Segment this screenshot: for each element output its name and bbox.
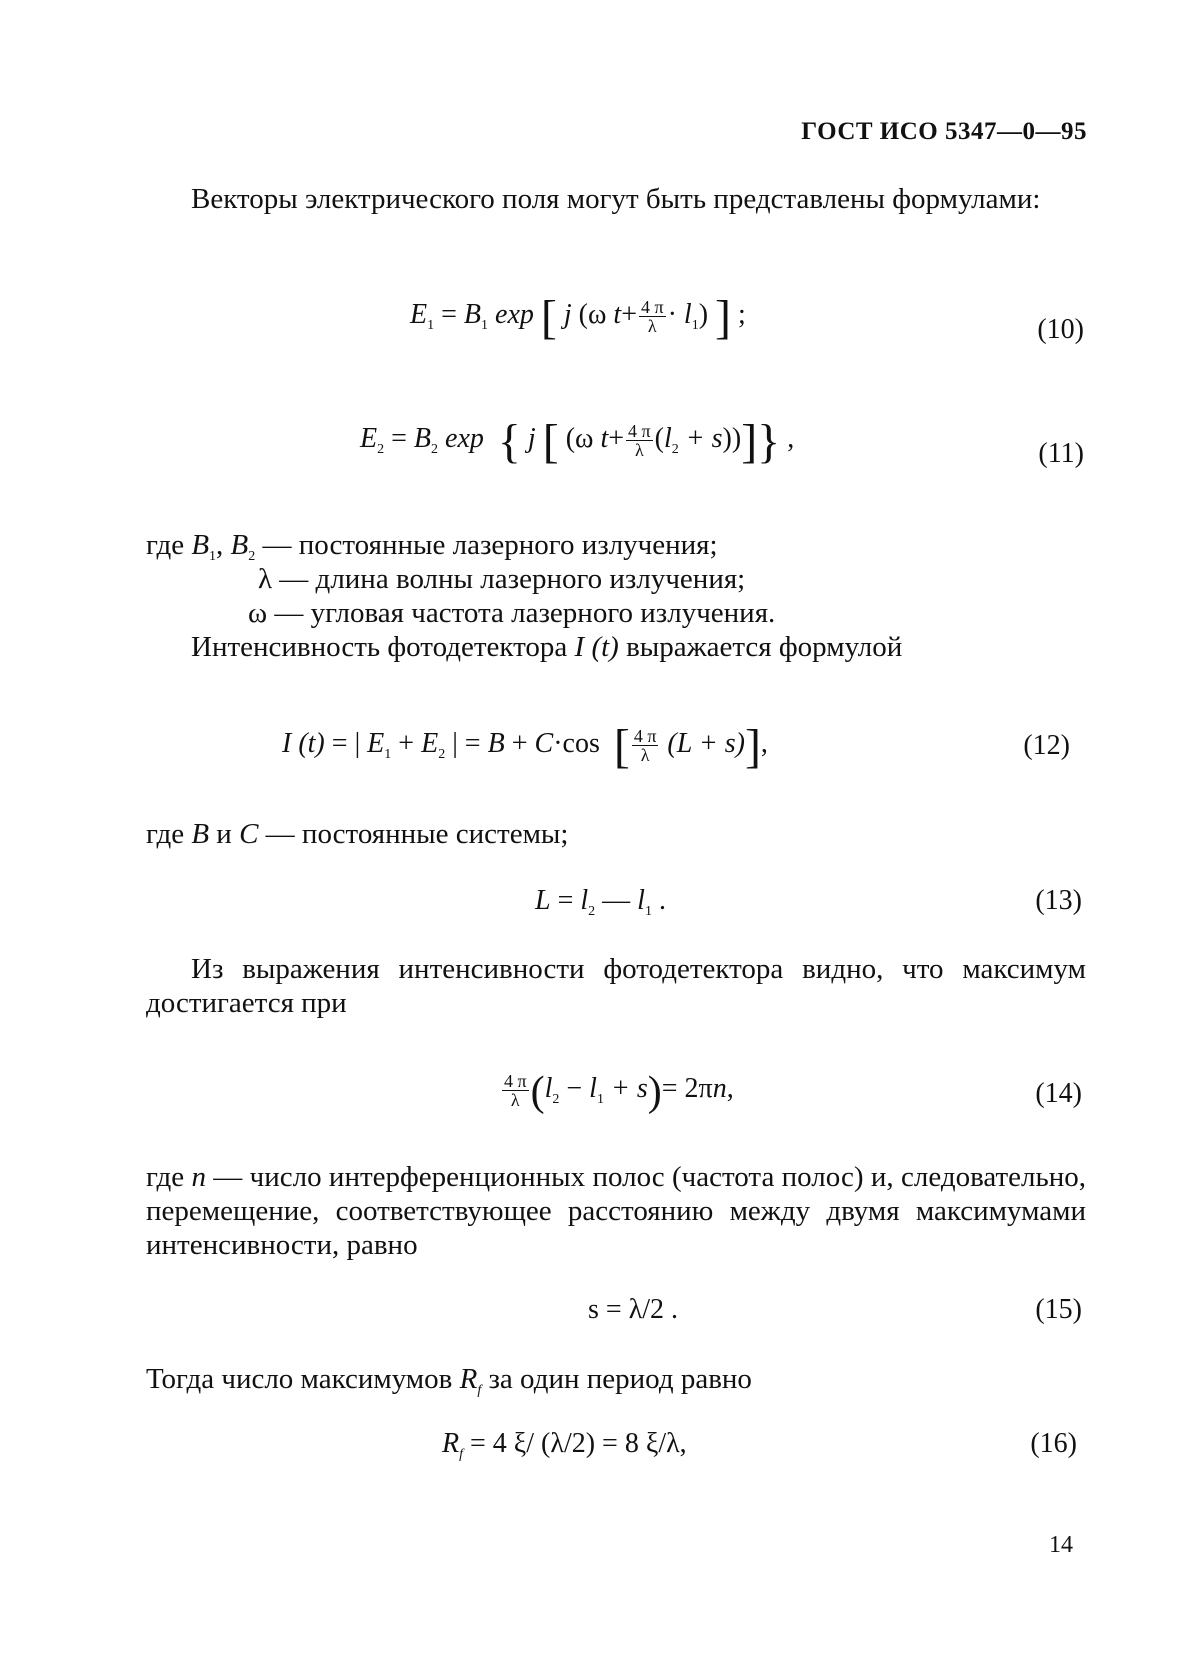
equation-10-number: (10) xyxy=(1037,314,1084,345)
eq11-left-bracket: [ xyxy=(542,415,559,468)
eq10-dot: · xyxy=(667,299,677,330)
where3-n: n xyxy=(191,1161,206,1193)
where3-prefix: где xyxy=(146,1161,185,1193)
eq12-cos: cos xyxy=(562,728,600,759)
eq12-e2: E xyxy=(421,728,439,759)
where1-b2-sub: 2 xyxy=(248,549,256,564)
eq12-e1-sub: 1 xyxy=(384,747,392,762)
eq10-b-sub: 1 xyxy=(481,318,489,333)
eq12-c: C xyxy=(534,728,554,759)
eq12-abs-left: | xyxy=(354,728,361,759)
eq11-fraction xyxy=(626,422,653,459)
eq12-equals: = xyxy=(331,728,348,759)
eq10-frac-den: λ xyxy=(647,316,657,337)
eq10-t: t xyxy=(613,299,622,330)
document-header: ГОСТ ИСО 5347—0—95 xyxy=(801,118,1087,145)
eq16-lhs-sub: f xyxy=(459,1447,463,1462)
eq10-left-bracket: [ xyxy=(540,291,557,344)
intensity-line xyxy=(191,630,902,664)
eq11-left-brace: { xyxy=(497,415,521,468)
then-pre: Тогда число максимумов xyxy=(146,1363,453,1395)
where-b-c-line xyxy=(146,817,568,851)
eq10-exp: exp xyxy=(495,299,534,330)
eq12-e2-sub: 2 xyxy=(438,747,446,762)
equation-12 xyxy=(282,720,768,773)
eq12-frac-num: 4 π xyxy=(633,726,657,747)
eq12-equals-2: = xyxy=(464,728,481,759)
then-r: R xyxy=(459,1363,478,1395)
eq12-left-bracket: [ xyxy=(613,720,630,773)
eq12-fraction xyxy=(632,727,659,764)
equation-16 xyxy=(442,1428,687,1463)
eq13-l1-sub: 1 xyxy=(644,904,652,919)
eq11-equals: = xyxy=(391,423,407,454)
eq14-l2-sub: 2 xyxy=(552,1091,560,1107)
eq10-fraction xyxy=(639,298,666,335)
eq12-lhs: I (t) xyxy=(282,728,325,759)
eq10-plus: + xyxy=(621,299,637,330)
eq13-l2-sub: 2 xyxy=(588,904,596,919)
equation-14-number: (14) xyxy=(1035,1078,1082,1109)
eq12-arg: (L + s) xyxy=(667,728,745,759)
eq11-exp: exp xyxy=(445,423,484,454)
intensity-post: выражается формулой xyxy=(626,631,903,663)
eq11-inner-close: ) xyxy=(722,423,732,454)
where1-b1-sub: 1 xyxy=(209,549,217,564)
where1-rest: — постоянные лазерного излучения; xyxy=(262,529,718,561)
eq12-plus: + xyxy=(398,728,415,759)
maximum-paragraph: Из выражения интенсивности фотодетектора видно, что максимум достигается при xyxy=(146,953,1086,1019)
eq11-l-sub: 2 xyxy=(671,442,679,457)
equation-15-number: (15) xyxy=(1035,1294,1082,1325)
eq11-frac-den: λ xyxy=(634,440,644,461)
eq14-frac-num: 4 π xyxy=(504,1071,527,1091)
eq14-rhs: = 2π xyxy=(661,1072,713,1104)
eq12-tail: , xyxy=(760,728,768,759)
eq10-j: j xyxy=(563,299,572,330)
eq11-inner-open: ( xyxy=(654,423,664,454)
eq11-frac-num: 4 π xyxy=(628,421,651,442)
where1-prefix: где xyxy=(146,529,185,561)
eq14-n: n xyxy=(712,1072,727,1104)
eq11-b-sub: 2 xyxy=(431,442,439,457)
equation-11-number: (11) xyxy=(1038,438,1084,469)
eq11-paren-close: ) xyxy=(731,423,742,454)
where1-comma: , xyxy=(216,529,224,561)
equation-11 xyxy=(360,415,795,468)
eq14-open: ( xyxy=(530,1068,545,1115)
intensity-symbol: I (t) xyxy=(574,631,619,663)
eq11-j: j xyxy=(527,423,536,454)
eq14-l1: l xyxy=(589,1072,597,1104)
equation-16-number: (16) xyxy=(1030,1428,1077,1459)
where1-b2: B xyxy=(230,529,249,561)
eq14-close: ) xyxy=(647,1068,662,1115)
page-number: 14 xyxy=(1049,1532,1073,1558)
eq10-paren-open: (ω xyxy=(578,299,607,330)
eq10-lhs: E xyxy=(410,299,428,330)
eq12-frac-den: λ xyxy=(640,745,650,766)
eq11-paren-open: (ω xyxy=(565,423,594,454)
eq12-abs-right: | xyxy=(452,728,458,759)
eq11-right-bracket: ] xyxy=(741,415,758,468)
eq11-b: B xyxy=(413,423,432,454)
eq12-e1: E xyxy=(367,728,385,759)
where2-and: и xyxy=(216,818,232,850)
eq11-plus: + xyxy=(608,423,625,454)
eq16-rhs: = 4 ξ/ (λ/2) = 8 ξ/λ, xyxy=(470,1428,687,1459)
eq13-minus: — xyxy=(602,885,631,916)
eq11-plus-s: + s xyxy=(685,423,723,454)
where-lambda-line: λ — длина волны лазерного излучения; xyxy=(258,563,746,595)
eq10-paren-close: ) xyxy=(698,299,709,330)
eq14-fraction xyxy=(502,1072,529,1109)
eq10-right-bracket: ] xyxy=(715,291,731,344)
eq10-frac-num: 4 π xyxy=(640,297,664,318)
eq13-l2: l xyxy=(580,885,589,916)
eq12-dot: · xyxy=(553,728,563,759)
eq10-b: B xyxy=(463,299,482,330)
eq14-l1-sub: 1 xyxy=(596,1091,604,1107)
eq16-lhs: R xyxy=(442,1428,460,1459)
where-omega-line: ω — угловая частота лазерного излучения. xyxy=(248,597,776,629)
where1-b1: B xyxy=(191,529,210,561)
where2-rest: — постоянные системы; xyxy=(265,818,569,850)
eq14-plus-s: + s xyxy=(610,1072,648,1104)
eq10-tail: ; xyxy=(738,299,746,330)
where2-c: C xyxy=(239,818,259,850)
equation-13-number: (13) xyxy=(1035,885,1082,916)
eq12-plus-2: + xyxy=(511,728,528,759)
intensity-pre: Интенсивность фотодетектора xyxy=(191,631,568,663)
where2-prefix: где xyxy=(146,818,185,850)
eq14-tail: , xyxy=(726,1072,734,1104)
eq11-right-brace: } xyxy=(757,415,781,468)
where-n-paragraph xyxy=(146,1160,1086,1262)
eq13-l1: l xyxy=(637,885,645,916)
eq10-equals: = xyxy=(441,299,457,330)
eq11-lhs-sub: 2 xyxy=(377,442,385,457)
eq10-lhs-sub: 1 xyxy=(427,318,435,333)
equation-12-number: (12) xyxy=(1023,730,1070,761)
then-r-sub: f xyxy=(477,1383,482,1398)
intro-paragraph: Векторы электрического поля могут быть представлены формулами: xyxy=(191,183,1041,215)
where3-rest: — число интерференционных полос (частота полос) и, следовательно, перемещение, соответствующее расстоянию между двумя максимумами интенсивности, равно xyxy=(146,1161,1087,1261)
then-line xyxy=(146,1362,752,1408)
equation-15: s = λ/2 . xyxy=(588,1294,679,1325)
eq11-l: l xyxy=(663,423,672,454)
eq13-lhs: L xyxy=(535,885,551,916)
eq12-right-bracket: ] xyxy=(744,720,761,773)
eq14-minus: − xyxy=(566,1072,583,1104)
eq10-l-sub: 1 xyxy=(691,318,699,333)
where2-b: B xyxy=(191,818,210,850)
eq12-b: B xyxy=(487,728,505,759)
eq11-lhs: E xyxy=(360,423,378,454)
equation-10 xyxy=(410,291,746,344)
then-post: за один период равно xyxy=(488,1363,752,1395)
equation-13 xyxy=(535,885,666,920)
equation-14 xyxy=(500,1068,734,1115)
eq11-t: t xyxy=(600,423,609,454)
eq11-tail: , xyxy=(787,423,795,454)
eq10-l: l xyxy=(683,299,692,330)
eq14-frac-den: λ xyxy=(510,1090,520,1110)
eq14-l2: l xyxy=(544,1072,553,1104)
eq13-tail: . xyxy=(658,885,666,916)
eq13-equals: = xyxy=(557,885,574,916)
